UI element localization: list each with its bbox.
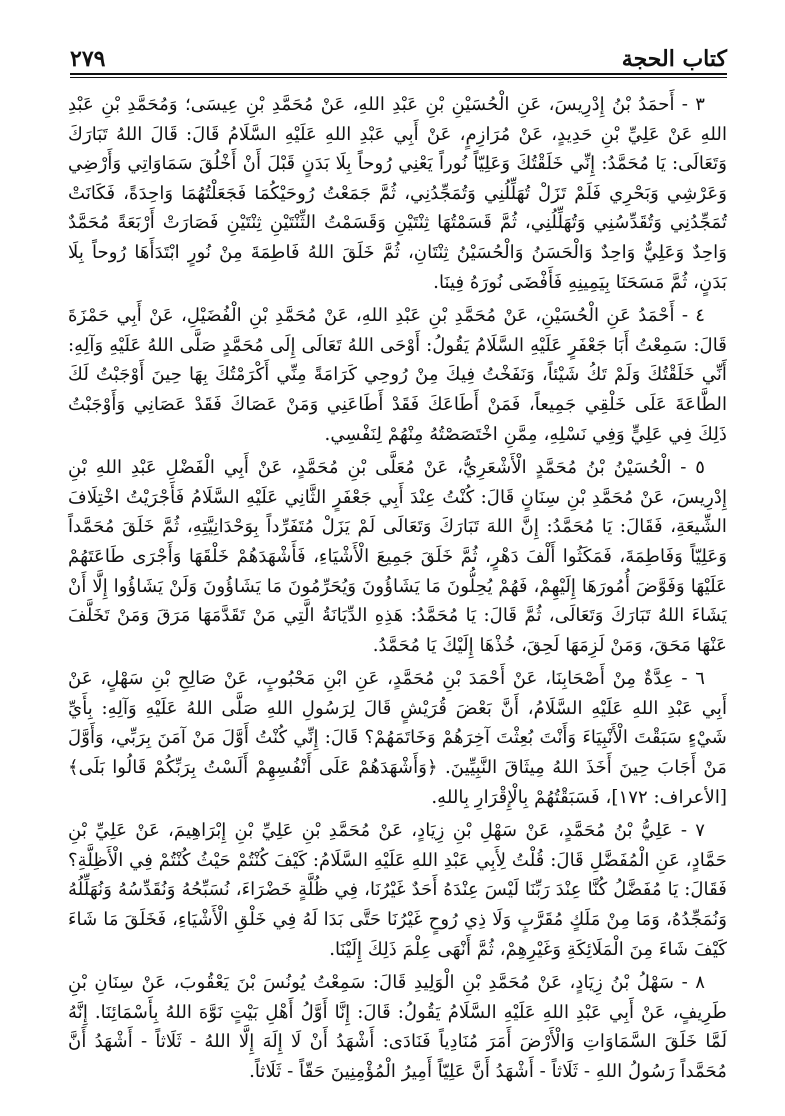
header-rule-thin [70, 77, 727, 78]
hadith-paragraph: ٧ - عَلِيُّ بْنُ مُحَمَّدٍ، عَنْ سَهْلِ بْنِ زِيَادٍ، عَنْ مُحَمَّدِ بْنِ عَلِيِّ بْنِ إِبْرَاهِيمَ، عَنْ عَلِيِّ بْنِ حَمَّادٍ، عَنِ الْمُفَضَّلِ قَالَ: قُلْتُ لِأَبِي عَبْدِ اللهِ عَلَيْهِ السَّلَامُ: كَيْفَ كُنْتُمْ حَيْثُ كُنْتُمْ فِي الْأَظِلَّةِ؟ فَقَالَ: يَا مُفَضَّلُ كُنَّا عِنْدَ رَبِّنَا لَيْسَ عِنْدَهُ أَحَدٌ غَيْرُنَا، فِي ظُلَّةٍ خَضْرَاءَ، نُسَبِّحُهُ وَنُقَدِّسُهُ وَنُهَلِّلُهُ وَنُمَجِّدُهُ، وَمَا مِنْ مَلَكٍ مُقَرَّبٍ وَلَا ذِي رُوحٍ غَيْرُنَا حَتَّى بَدَا لَهُ فِي خَلْقِ الْأَشْيَاءِ، فَخَلَقَ مَا شَاءَ كَيْفَ شَاءَ مِنَ الْمَلَائِكَةِ وَغَيْرِهِمْ، ثُمَّ أَنْهَى عِلْمَ ذَلِكَ إِلَيْنَا. [68, 820, 727, 960]
page-header [70, 28, 727, 72]
book-title: كتاب الحجة [621, 46, 727, 72]
hadith-paragraph: ٣ - أَحمَدُ بْنُ إِدْرِيسَ، عَنِ الْحُسَيْنِ بْنِ عَبْدِ اللهِ، عَنْ مُحَمَّدِ بْنِ عِيسَى؛ وَمُحَمَّدِ بْنِ عَبْدِ اللهِ عَنْ عَلِيِّ بْنِ حَدِيدٍ، عَنْ مُرَازِمٍ، عَنْ أَبِي عَبْدِ اللهِ عَلَيْهِ السَّلَامُ قَالَ: قَالَ اللهُ تَبَارَكَ وَتَعَالَى: يَا مُحَمَّدُ: إِنِّي خَلَقْتُكَ وَعَلِيّاً نُوراً يَعْنِي رُوحاً بِلَا بَدَنٍ قَبْلَ أَنْ أَخْلُقَ سَمَاوَاتِي وَأَرْضِي وَعَرْشِي وَبَحْرِي فَلَمْ تَزَلْ تُهَلِّلُنِي وَتُمَجِّدُنِي، ثُمَّ جَمَعْتُ رُوحَيْكُمَا فَجَعَلْتُهُمَا وَاحِدَةً، فَكَانَتْ تُمَجِّدُنِي وَتُقَدِّسُنِي وَتُهَلِّلُنِي، ثُمَّ قَسَمْتُهَا ثِنْتَيْنِ وَقَسَمْتُ الثِّنْتَيْنِ ثِنْتَيْنِ فَصَارَتْ أَرْبَعَةً مُحَمَّدٌ وَاحِدٌ وَعَلِيٌّ وَاحِدٌ وَالْحَسَنُ وَالْحُسَيْنُ ثِنْتَانِ، ثُمَّ خَلَقَ اللهُ فَاطِمَةَ مِنْ نُورٍ ابْتَدَأَهَا رُوحاً بِلَا بَدَنٍ، ثُمَّ مَسَحَنَا بِيَمِينِهِ فَأَفْضَى نُورَهُ فِينَا. [68, 94, 727, 293]
page-number: ٢٧٩ [70, 46, 106, 72]
header-rule [70, 73, 727, 75]
hadith-paragraph: ٦ - عِدَّةٌ مِنْ أَصْحَابِنَا، عَنْ أَحْمَدَ بْنِ مُحَمَّدٍ، عَنِ ابْنِ مَحْبُوبٍ، عَنْ صَالِحِ بْنِ سَهْلٍ، عَنْ أَبِي عَبْدِ اللهِ عَلَيْهِ السَّلَامُ، أَنَّ بَعْضَ قُرَيْشٍ قَالَ لِرَسُولِ اللهِ صَلَّى اللهُ عَلَيْهِ وَآلِهِ: بِأَيِّ شَيْءٍ سَبَقْتَ الْأَنْبِيَاءَ وَأَنْتَ بُعِثْتَ آخِرَهُمْ وَخَاتَمَهُمْ؟ قَالَ: إِنِّي كُنْتُ أَوَّلَ مَنْ آمَنَ بِرَبِّي، وَأَوَّلَ مَنْ أَجَابَ حِينَ أَخَذَ اللهُ مِيثَاقَ النَّبِيِّينَ. ﴿وَأَشْهَدَهُمْ عَلَى أَنْفُسِهِمْ أَلَسْتُ بِرَبِّكُمْ قَالُوا بَلَى﴾ [الأعراف: ١٧٢]، فَسَبَقْتُهُمْ بِالْإِقْرَارِ بِاللهِ. [68, 668, 727, 808]
hadith-paragraph: ٨ - سَهْلُ بْنُ زِيَادٍ، عَنْ مُحَمَّدِ بْنِ الْوَلِيدِ قَالَ: سَمِعْتُ يُونُسَ بْنَ يَعْقُوبَ، عَنْ سِنَانِ بْنِ طَرِيفٍ، عَنْ أَبِي عَبْدِ اللهِ عَلَيْهِ السَّلَامُ يَقُولُ: قَالَ: إِنَّا أَوَّلُ أَهْلِ بَيْتٍ نَوَّهَ اللهُ بِأَسْمَائِنَا. إِنَّهُ لَمَّا خَلَقَ السَّمَاوَاتِ وَالْأَرْضَ أَمَرَ مُنَادِياً فَنَادَى: أَشْهَدُ أَنْ لَا إِلَهَ إِلَّا اللهُ - ثَلَاثاً - أَشْهَدُ أَنَّ مُحَمَّداً رَسُولُ اللهِ - ثَلَاثاً - أَشْهَدُ أَنَّ عَلِيّاً أَمِيرُ الْمُؤْمِنِينَ حَقّاً - ثَلَاثاً. [68, 972, 727, 1082]
page-body [68, 90, 727, 1096]
hadith-paragraph: ٥ - الْحُسَيْنُ بْنُ مُحَمَّدٍ الْأَشْعَرِيُّ، عَنْ مُعَلَّى بْنِ مُحَمَّدٍ، عَنْ أَبِي الْفَضْلِ عَبْدِ اللهِ بْنِ إِدْرِيسَ، عَنْ مُحَمَّدِ بْنِ سِنَانٍ قَالَ: كُنْتُ عِنْدَ أَبِي جَعْفَرٍ الثَّانِي عَلَيْهِ السَّلَامُ فَأَجْرَيْتُ اخْتِلَافَ الشِّيعَةِ، فَقَالَ: يَا مُحَمَّدُ: إِنَّ اللهَ تَبَارَكَ وَتَعَالَى لَمْ يَزَلْ مُتَفَرِّداً بِوَحْدَانِيَّتِهِ، ثُمَّ خَلَقَ مُحَمَّداً وَعَلِيّاً وَفَاطِمَةَ، فَمَكَثُوا أَلْفَ دَهْرٍ، ثُمَّ خَلَقَ جَمِيعَ الْأَشْيَاءِ، فَأَشْهَدَهُمْ خَلْقَهَا وَأَجْرَى طَاعَتَهُمْ عَلَيْهَا وَفَوَّضَ أُمُورَهَا إِلَيْهِمْ، فَهُمْ يُحِلُّونَ مَا يَشَاؤُونَ وَيُحَرِّمُونَ مَا يَشَاؤُونَ وَلَنْ يَشَاؤُوا إِلَّا أَنْ يَشَاءَ اللهُ تَبَارَكَ وَتَعَالَى، ثُمَّ قَالَ: يَا مُحَمَّدُ: هَذِهِ الدِّيَانَةُ الَّتِي مَنْ تَقَدَّمَهَا مَرَقَ وَمَنْ تَخَلَّفَ عَنْهَا مَحَقَ، وَمَنْ لَزِمَهَا لَحِقَ، خُذْهَا إِلَيْكَ يَا مُحَمَّدُ. [68, 457, 727, 656]
hadith-paragraph: ٤ - أَحْمَدُ عَنِ الْحُسَيْنِ، عَنْ مُحَمَّدِ بْنِ عَبْدِ اللهِ، عَنْ مُحَمَّدِ بْنِ الْفُضَيْلِ، عَنْ أَبِي حَمْزَةَ قَالَ: سَمِعْتُ أَبَا جَعْفَرٍ عَلَيْهِ السَّلَامُ يَقُولُ: أَوْحَى اللهُ تَعَالَى إِلَى مُحَمَّدٍ صَلَّى اللهُ عَلَيْهِ وَآلِهِ: أَنِّي خَلَقْتُكَ وَلَمْ تَكُ شَيْئاً، وَنَفَخْتُ فِيكَ مِنْ رُوحِي كَرَامَةً مِنِّي أَكْرَمْتُكَ بِهَا حِينَ أَوْجَبْتُ لَكَ الطَّاعَةَ عَلَى خَلْقِي جَمِيعاً، فَمَنْ أَطَاعَكَ فَقَدْ أَطَاعَنِي وَمَنْ عَصَاكَ فَقَدْ عَصَانِي وَأَوْجَبْتُ ذَلِكَ فِي عَلِيٍّ وَفِي نَسْلِهِ، مِمَّنِ اخْتَصَصْتُهُ مِنْهُمْ لِنَفْسِي. [68, 305, 727, 445]
